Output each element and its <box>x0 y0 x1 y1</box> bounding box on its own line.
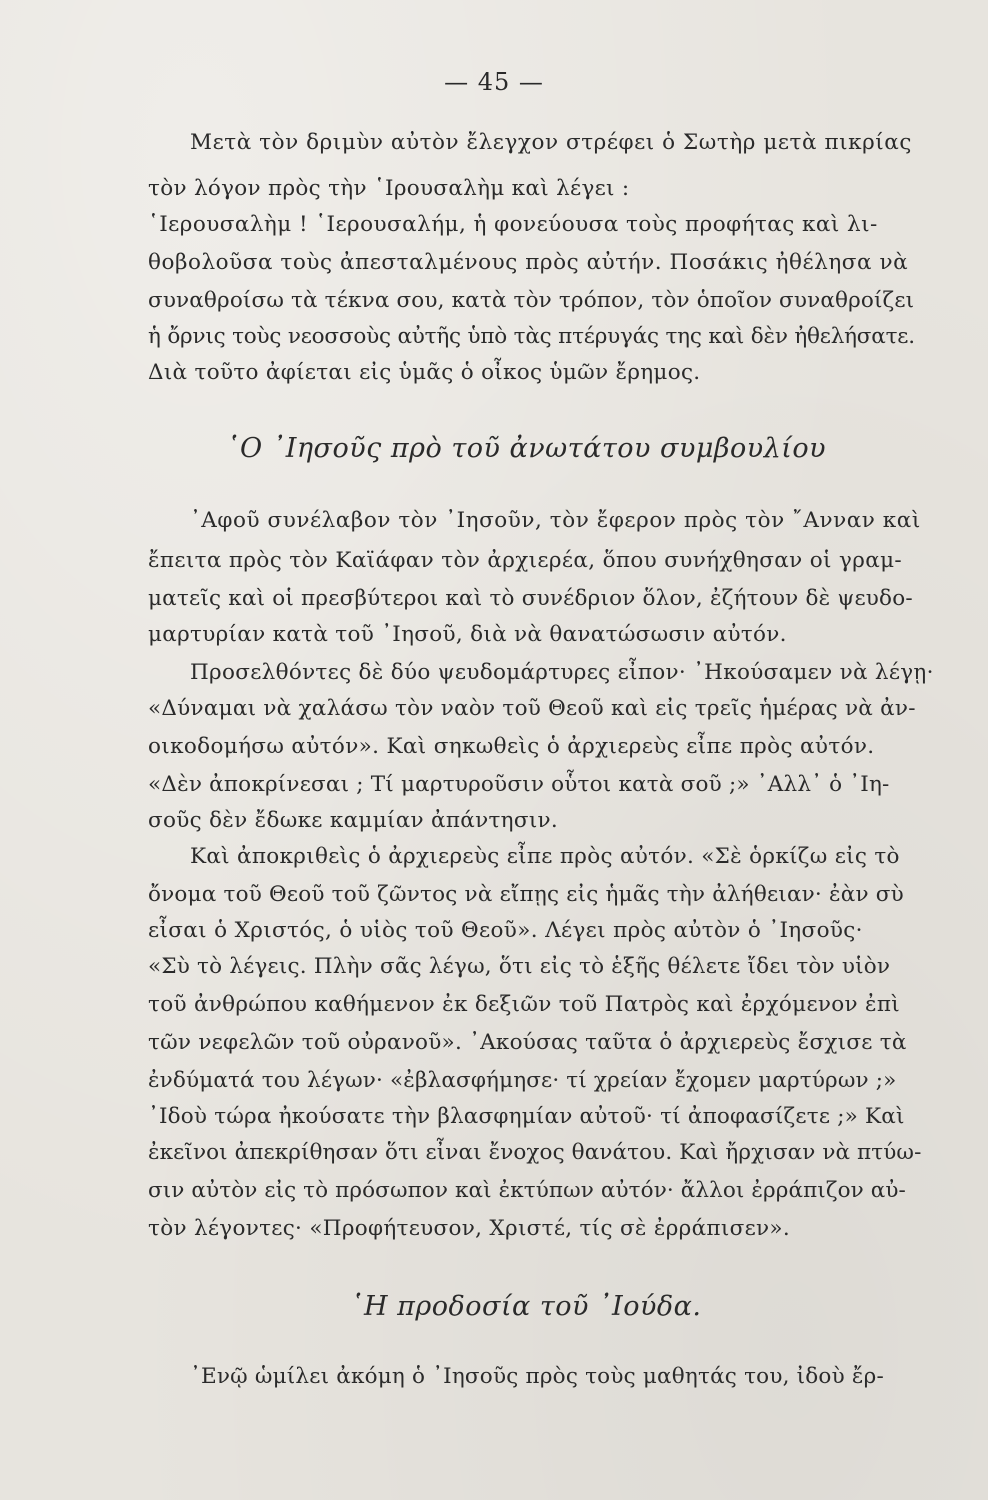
text-line: ἐνδύματά του λέγων· «ἐβλασφήμησε· τί χρείαν ἔχομεν μαρτύρων ;» <box>148 1068 897 1093</box>
text-line: οικοδομήσω αὐτόν». Καὶ σηκωθεὶς ὁ ἀρχιερεὺς εἶπε πρὸς αὐτόν. <box>148 734 875 759</box>
text-line: «Σὺ τὸ λέγεις. Πλὴν σᾶς λέγω, ὅτι εἰς τὸ ἑξῆς θέλετε ἴδει τὸν υἱὸν <box>148 954 891 979</box>
text-line: τὸν λόγον πρὸς τὴν ῾Ιρουσαλὴμ καὶ λέγει : <box>148 176 630 201</box>
text-line: ὄνομα τοῦ Θεοῦ τοῦ ζῶντος νὰ εἴπῃς εἰς ἡμᾶς τὴν ἀλήθειαν· ἐὰν σὺ <box>148 882 904 907</box>
text-line: Καὶ ἀποκριθεὶς ὁ ἀρχιερεὺς εἶπε πρὸς αὐτόν. «Σὲ ὁρκίζω εἰς τὸ <box>190 844 900 869</box>
text-line: εἶσαι ὁ Χριστός, ὁ υἱὸς τοῦ Θεοῦ». Λέγει πρὸς αὐτὸν ὁ ᾿Ιησοῦς· <box>148 918 863 943</box>
text-line: σοῦς δὲν ἔδωκε καμμίαν ἀπάντησιν. <box>148 808 559 833</box>
text-line: Μετὰ τὸν δριμὺν αὐτὸν ἔλεγχον στρέφει ὁ Σωτὴρ μετὰ πικρίας <box>190 130 912 155</box>
text-line: συναθροίσω τὰ τέκνα σου, κατὰ τὸν τρόπον, τὸν ὁποῖον συναθροίζει <box>148 288 915 313</box>
section-heading: ῾Η προδοσία τοῦ ᾿Ιούδα. <box>350 1291 702 1322</box>
text-line: τῶν νεφελῶν τοῦ οὐρανοῦ». ᾿Ακούσας ταῦτα ὁ ἀρχιερεὺς ἔσχισε τὰ <box>148 1030 907 1055</box>
text-line: τὸν λέγοντες· «Προφήτευσον, Χριστέ, τίς σὲ ἐρράπισεν». <box>148 1216 790 1241</box>
section-heading: ῾Ο ᾿Ιησοῦς πρὸ τοῦ ἀνωτάτου συμβουλίου <box>226 433 827 464</box>
text-line: θοβολοῦσα τοὺς ἀπεσταλμένους πρὸς αὐτήν. Ποσάκις ἠθέλησα νὰ <box>148 250 909 275</box>
text-line: ἔπειτα πρὸς τὸν Καϊάφαν τὸν ἀρχιερέα, ὅπου συνήχθησαν οἱ γραμ- <box>148 548 903 573</box>
text-line: ᾿Αφοῦ συνέλαβον τὸν ᾿Ιησοῦν, τὸν ἔφερον πρὸς τὸν ῎Ανναν καὶ <box>190 508 921 533</box>
page-number: — 45 — <box>444 68 544 96</box>
text-line: Διὰ τοῦτο ἀφίεται εἰς ὑμᾶς ὁ οἶκος ὑμῶν ἔρημος. <box>148 360 701 385</box>
text-line: «Δύναμαι νὰ χαλάσω τὸν ναὸν τοῦ Θεοῦ καὶ εἰς τρεῖς ἡμέρας νὰ ἀν- <box>148 696 916 721</box>
text-line: τοῦ ἀνθρώπου καθήμενον ἐκ δεξιῶν τοῦ Πατρὸς καὶ ἐρχόμενον ἐπὶ <box>148 992 900 1017</box>
text-line: ἡ ὄρνις τοὺς νεοσσοὺς αὐτῆς ὑπὸ τὰς πτέρυγάς της καὶ δὲν ἠθελήσατε. <box>148 324 915 349</box>
text-line: μαρτυρίαν κατὰ τοῦ ᾿Ιησοῦ, διὰ νὰ θανατώσωσιν αὐτόν. <box>148 622 787 647</box>
text-line: ματεῖς καὶ οἱ πρεσβύτεροι καὶ τὸ συνέδριον ὅλον, ἐζήτουν δὲ ψευδο- <box>148 586 913 611</box>
text-line: ᾿Ενῷ ὡμίλει ἀκόμη ὁ ᾿Ιησοῦς πρὸς τοὺς μαθητάς του, ἰδοὺ ἔρ- <box>190 1364 884 1389</box>
text-line: ῾Ιερουσαλὴμ ! ῾Ιερουσαλήμ, ἡ φονεύουσα τοὺς προφήτας καὶ λι- <box>148 212 878 237</box>
text-line: Προσελθόντες δὲ δύο ψευδομάρτυρες εἶπον· ᾿Ηκούσαμεν νὰ λέγῃ· <box>190 660 934 685</box>
text-line: «Δὲν ἀποκρίνεσαι ; Τί μαρτυροῦσιν οὗτοι κατὰ σοῦ ;» ᾿Αλλ᾿ ὁ ᾿Ιη- <box>148 772 890 797</box>
text-line: σιν αὐτὸν εἰς τὸ πρόσωπον καὶ ἐκτύπων αὐτόν· ἄλλοι ἐρράπιζον αὐ- <box>148 1178 906 1203</box>
text-line: ἐκεῖνοι ἀπεκρίθησαν ὅτι εἶναι ἔνοχος θανάτου. Καὶ ἤρχισαν νὰ πτύω- <box>148 1140 922 1165</box>
text-line: ᾿Ιδοὺ τώρα ἠκούσατε τὴν βλασφημίαν αὐτοῦ· τί ἀποφασίζετε ;» Καὶ <box>148 1104 905 1129</box>
